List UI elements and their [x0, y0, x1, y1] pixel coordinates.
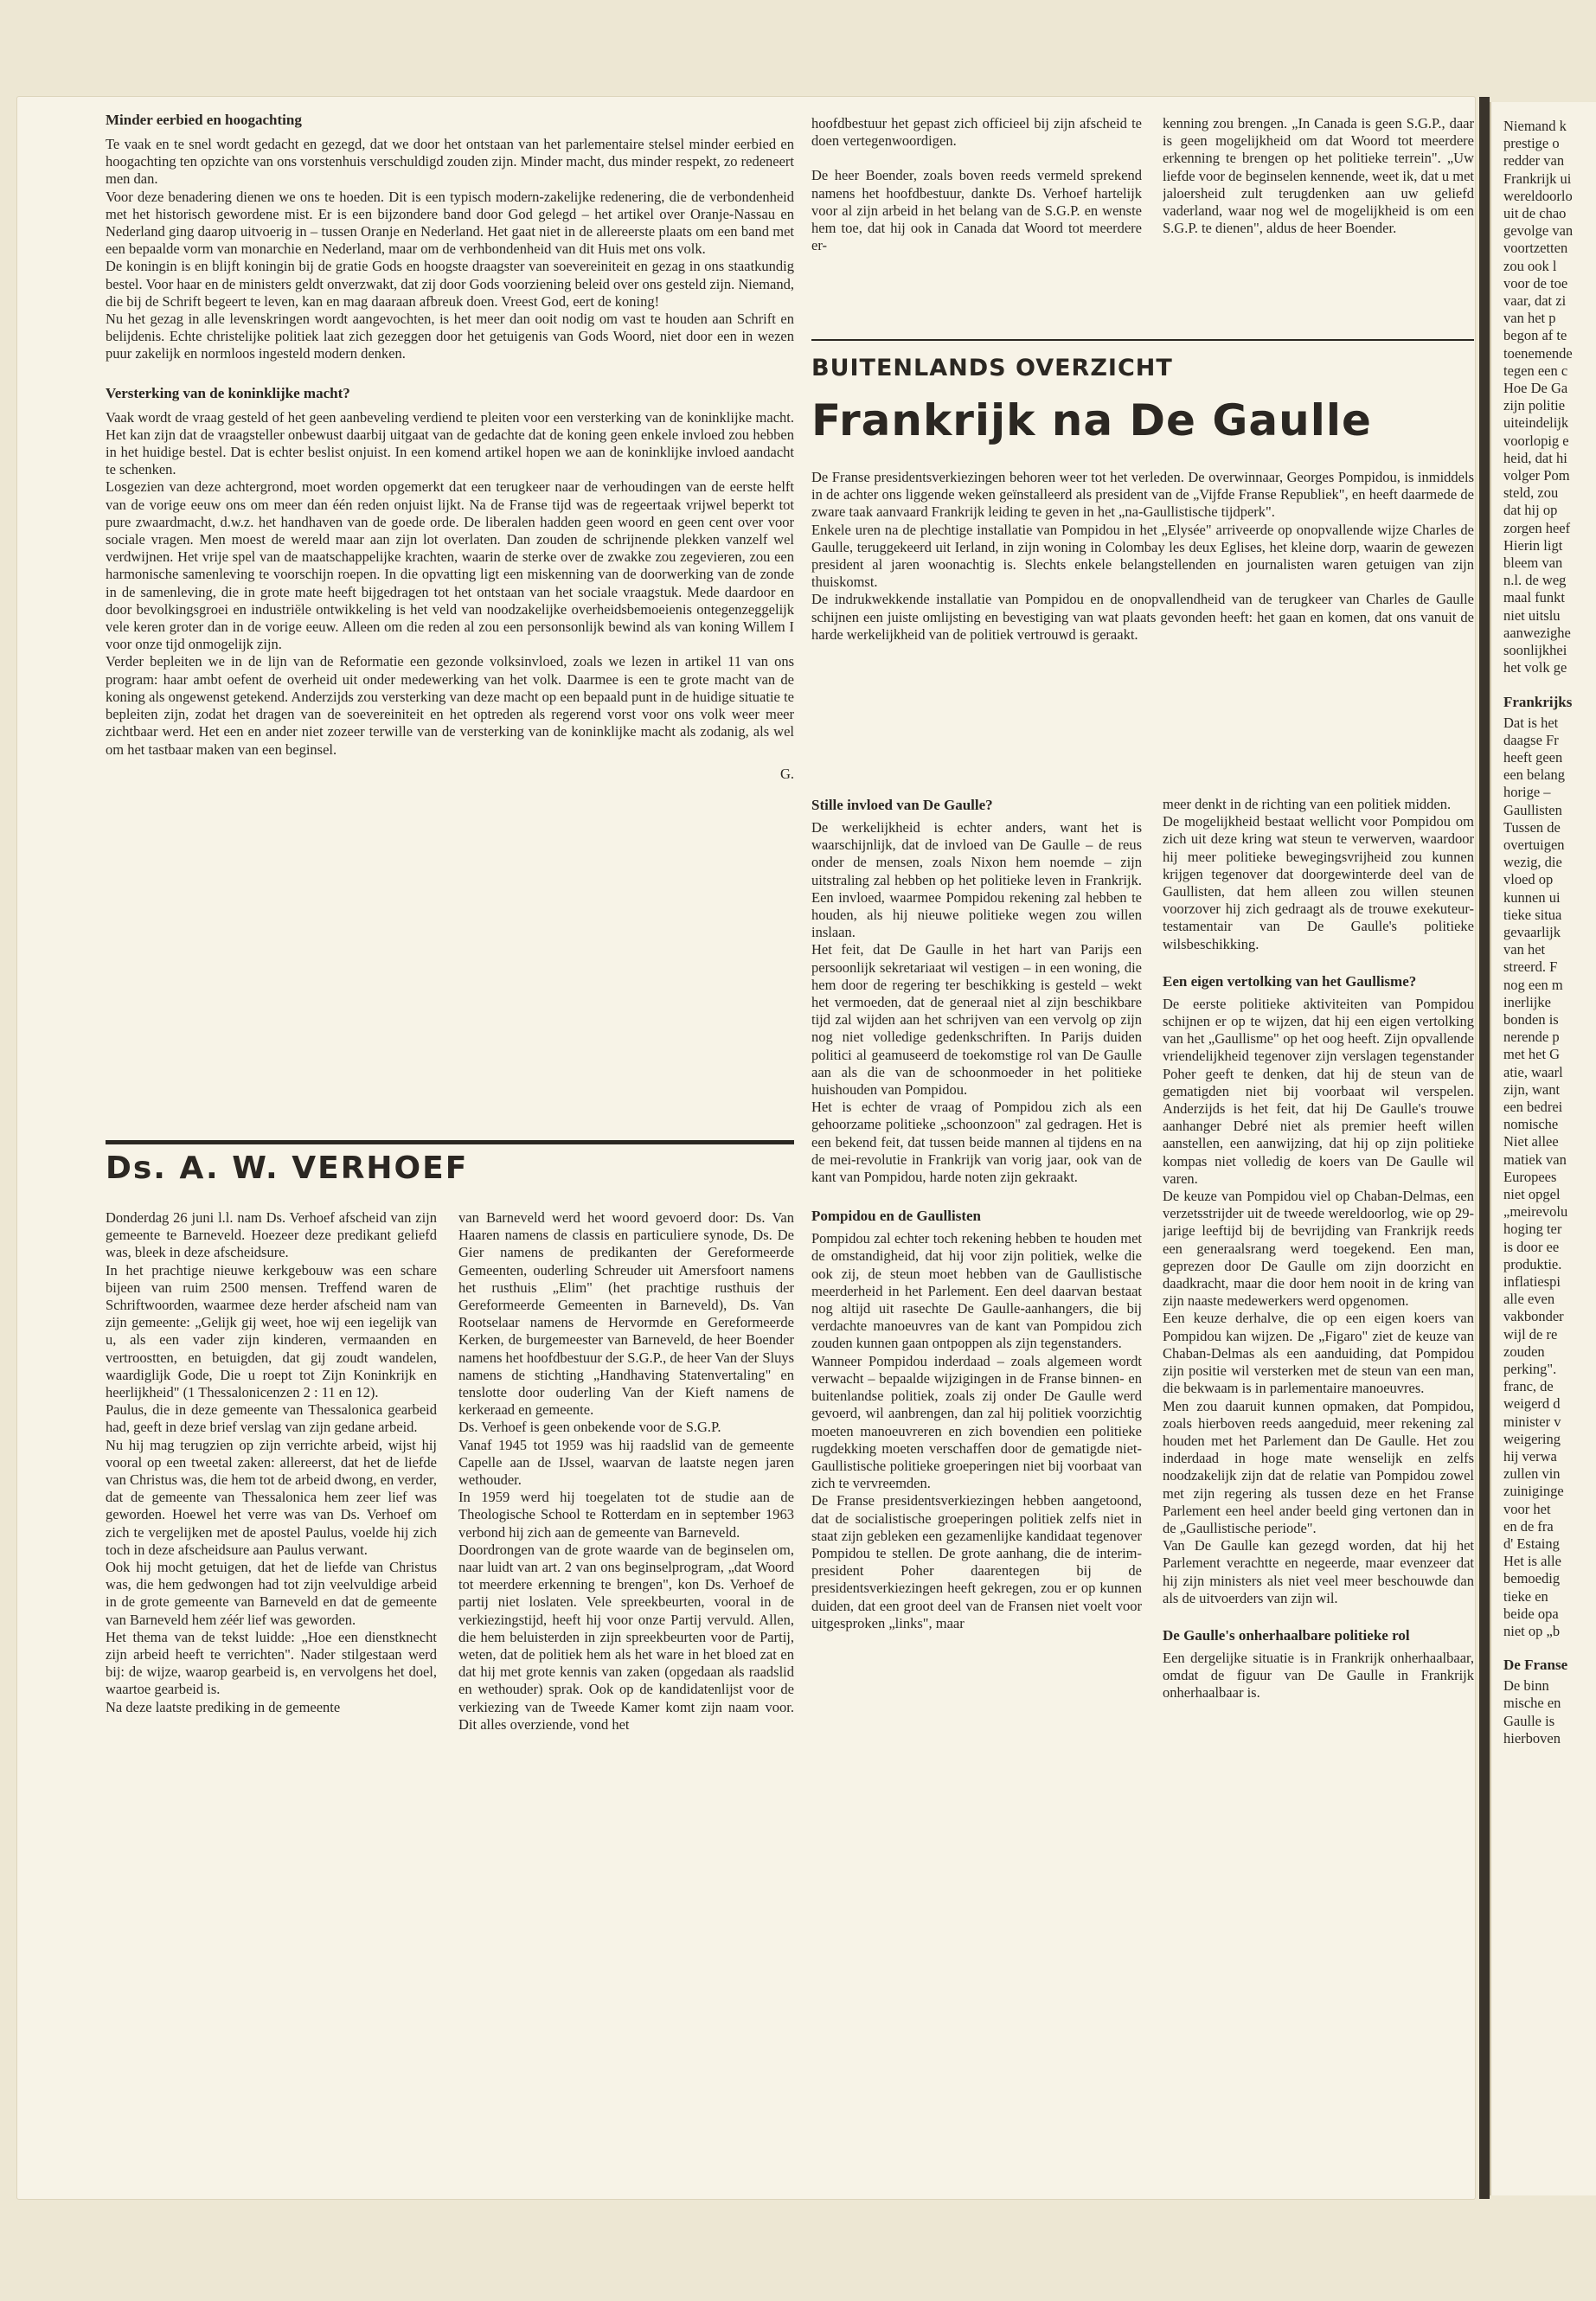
text-line: De binn	[1503, 1677, 1549, 1695]
section-rule	[811, 339, 1474, 341]
text-line: niet op „b	[1503, 1623, 1561, 1640]
paragraph: Ds. Verhoef is geen onbekende voor de S.G.P.	[458, 1419, 721, 1436]
paragraph: Verder bepleiten we in de lijn van de Reformatie een gezonde volksinvloed, zoals we lezen in artikel 11 van ons program: haar ambt oefent de overheid uit onder medewerking van het volk. Daarmee is een te grote macht van de koning als ongewenst getekend. Anderzijds zou versterking van deze macht op een bepaald punt in de huidige situatie te bepleiten zijn, zodat het dragen van de soevereiniteit en het optreden als regerend vorst voor ons volk weer meer zichtbaar werd. Het een en ander niet zozeer terwille van de versterking van de koninklijke macht als zodanig, als wel om het tastbaar maken van een beginsel.	[106, 653, 794, 758]
text-line: Dat is het	[1503, 714, 1559, 731]
text-line: voorlopig e	[1503, 432, 1569, 449]
text-line: heid, dat hi	[1503, 449, 1567, 466]
text-line: zouden	[1503, 1343, 1545, 1360]
text-line: nomische	[1503, 1116, 1559, 1133]
paragraph: Vaak wordt de vraag gesteld of het geen aanbeveling verdiend te pleiten voor een versterking van de koninklijke macht. Het kan zijn dat de vraagsteller onbewust daarbij uitgaat van de gedachte dat de koning geen enkele invloed zou hebben in het huidige bestel. Dat is echter beslist onjuist. In een komend artikel hopen we aan de koninklijke invloed aandacht te schenken.	[106, 408, 794, 478]
text-line: hierboven	[1503, 1729, 1561, 1747]
text-line: uiteindelijk	[1503, 414, 1569, 432]
verhoef-headline: Ds. A. W. VERHOEF	[106, 1150, 469, 1186]
text-line: voor de toe	[1503, 274, 1568, 292]
text-line: begon af te	[1503, 327, 1567, 344]
section-kicker: BUITENLANDS OVERZICHT	[811, 355, 1173, 381]
text-line: streerd. F	[1503, 958, 1558, 976]
text-line: minister v	[1503, 1413, 1561, 1430]
text-line: Hierin ligt	[1503, 536, 1563, 554]
text-line: zullen vin	[1503, 1465, 1561, 1483]
text-line: steld, zou	[1503, 484, 1559, 502]
text-line: bonden is	[1503, 1010, 1559, 1028]
text-line: n.l. de weg	[1503, 572, 1567, 589]
text-line: redder van	[1503, 152, 1565, 170]
paragraph: De koningin is en blijft koningin bij de gratie Gods en hoogste draagster van soevereiniteit en gezag in ons staatkundig bestel. Voor haar en de ministers geldt onverzwakt, dat zij door Gods voorziening beleid over ons gesteld zijn. Niemand, die bij de Schrift begeert te leven, kan en mag daaraan afbreuk doen. Vreest God, eert de koning!	[106, 258, 794, 310]
text-line: met het G	[1503, 1046, 1561, 1063]
paragraph: In het prachtige nieuwe kerkgebouw was een schare bijeen van ruim 2500 mensen. Treffend waren de Schriftwoorden, waarmee deze herder afscheid nam van zijn gemeente: „Gelijk gij weet, hoe wij een iegelijk van u, als een vader zijn kinderen, vermaanden en vertroostten, en betuigden, dat gij zoudt wandelen, waardiglijk Gode, Die u roept tot Zijn Koninkrijk en heerlijkheid" (1 Thessalonicenzen 2 : 11 en 12).	[106, 1261, 437, 1401]
text-line: gevolge van	[1503, 222, 1574, 240]
text-line: soonlijkhei	[1503, 642, 1567, 659]
paragraph: Van De Gaulle kan gezegd worden, dat hij het Parlement verachtte en negeerde, maar evenzeer dat hij zijn ministers als niet veel meer beschouwde dan als de uitvoerders van zijn wil.	[1163, 1537, 1474, 1606]
paragraph: Voor deze benadering dienen we ons te hoeden. Dit is een typisch modern-zakelijke redenering, die de verbondenheid met het historisch gewordene mist. Er is een bijzondere band door God gelegd – het artikel over Oranje-Nassau en Nederland ging daarop uitvoerig in – tussen Oranje en Nederland. Het gaat niet in de allereerste plaats om een band met een bepaalde vorm van monarchie en Nederland, maar om de verhbondenheid van dit Huis met ons volk.	[106, 188, 794, 258]
next-page-fragment	[1490, 102, 1596, 2195]
text-line: vaar, dat zi	[1503, 292, 1567, 310]
paragraph: De Franse presidentsverkiezingen behoren weer tot het verleden. De overwinnaar, Georges Pompidou, is inmiddels in de achter ons liggende weken geïnstalleerd als president van de „Vijfde Franse Republiek", en heeft daarmede de zware taak aanvaard Frankrijk leiding te geven in het „na-Gaullistische tijdperk".	[811, 469, 1474, 521]
paragraph: Na deze laatste prediking in de gemeente	[106, 1698, 341, 1715]
subheading: Een eigen vertolking van het Gaullisme?	[1163, 972, 1417, 990]
text-line: van het p	[1503, 310, 1556, 327]
text-line: prestige o	[1503, 135, 1560, 152]
paragraph: Het feit, dat De Gaulle in het hart van Parijs een persoonlijk sekretariaat wil vestigen – in een woning, die hem door de regering ter beschikking is gesteld – wekt het vermoeden, dat de generaal niet al zijn beschikbare tijd zal wijden aan het schrijven van een vervolg op zijn nog niet volledige gedenkschriften. In Parijs duiden politici al geamuseerd de toekomstige rol van De Gaulle aan als die van de schoonmoeder in het politieke huishouden van Pompidou.	[811, 941, 1142, 1099]
paragraph: Vanaf 1945 tot 1959 was hij raadslid van de gemeente Capelle aan de IJssel, waarvan de laatste negen jaren wethouder.	[458, 1436, 794, 1489]
text-line: volger Pom	[1503, 467, 1570, 484]
article-headline: Frankrijk na De Gaulle	[811, 395, 1372, 445]
text-line: alle even	[1503, 1291, 1555, 1308]
paragraph: Pompidou zal echter toch rekening hebben te houden met de omstandigheid, dat hij voor zijn politiek, welke die ook zij, de steun moet hebben van de Gaullistische meerderheid in het Parlement. Een deel daarvan bestaat nog altijd uit rasechte De Gaulle-aanhangers, die bij verdachte manoeuvres van de kant van Pompidou zich zouden kunnen gaan ontpoppen als zijn tegenstanders.	[811, 1230, 1142, 1352]
text-line: zijn politie	[1503, 397, 1566, 414]
subheading: De Franse	[1503, 1657, 1568, 1674]
text-line: franc, de	[1503, 1378, 1554, 1395]
paragraph: Men zou daaruit kunnen opmaken, dat Pompidou, zoals hierboven reeds aangeduid, meer rekening zal houden met het Parlement dan De Gaulle. Het zou inderdaad in hoge mate wenselijk en zelfs noodzakelijk zijn dat de relatie van Pompidou zowel met zijn regering als tussen deze en het Franse Parlement een heel ander beeld ging vertonen dan in de „Gaullistische periode".	[1163, 1397, 1474, 1536]
text-line: inflatiespi	[1503, 1273, 1561, 1290]
paragraph: De indrukwekkende installatie van Pompidou en de onopvallendheid van de terugkeer van Charles de Gaulle schijnen een juiste omlijsting en bevestiging van wat plaats gevonden heeft: het gaan en komen, dat ons vanuit de harde werkelijkheid van de politiek vertrouwd is geraakt.	[811, 591, 1474, 643]
text-line: hij verwa	[1503, 1448, 1557, 1465]
text-line: tegen een c	[1503, 362, 1568, 379]
paragraph: Te vaak en te snel wordt gedacht en gezegd, dat we door het ontstaan van het parlementaire stelsel minder eerbied en hoogachting ten opzichte van ons vorstenhuis verschuldigd zouden zijn. Minder macht, dus minder respekt, zo redeneert men dan.	[106, 136, 794, 188]
text-line: mische en	[1503, 1695, 1561, 1712]
text-line: vakbonder	[1503, 1308, 1564, 1325]
subheading: Stille invloed van De Gaulle?	[811, 797, 993, 813]
paragraph: hoofdbestuur het gepast zich officieel bij zijn afscheid te doen vertegenwoordigen.	[811, 115, 1142, 150]
paragraph: De eerste politieke aktiviteiten van Pompidou schijnen er op te wijzen, dat hij een eigen vertolking van het „Gaullisme" op het oog heeft. Zijn opvallende vriendelijkheid tegenover zijn verslagen tegenstander Poher geeft te denken, dat hij de steun van de gematigden niet bij voorbaat wil verspelen. Anderzijds is het feit, dat hij De Gaulle's trouwe aanhanger Debré niet als premier heeft willen aanstellen, een aanwijzing, dat hij op zijn politieke kompas niet volledig de koers van De Gaulle wil varen.	[1163, 995, 1474, 1187]
paragraph: De mogelijkheid bestaat wellicht voor Pompidou om zich uit deze kring wat steun te verwerven, waardoor hij meer politieke bewegingsvrijheid zou kunnen krijgen tegenover dat doorgewinterde deel van de Gaullisten, dat hem alleen zou willen steunen voorzover hij zich gedraagt als de trouwe exekuteur-testamentair van De Gaulle's politieke wilsbeschikking.	[1163, 813, 1474, 952]
verhoef-headline-block	[106, 1150, 794, 1202]
text-line: zijn, want	[1503, 1080, 1561, 1098]
text-line: het volk ge	[1503, 659, 1567, 676]
text-line: inerlijke	[1503, 993, 1551, 1010]
paragraph: Nu het gezag in alle levenskringen wordt aangevochten, is het meer dan ooit nodig om vast te houden aan Schrift en belijdenis. Echte christelijke politiek laat zich gezeggen door het getuigenis van Gods Woord, niet door een in wezen puur zakelijk en normloos ingesteld modern denken.	[106, 311, 794, 362]
subheading: Frankrijks	[1503, 693, 1573, 710]
text-line: hoging ter	[1503, 1221, 1562, 1238]
paragraph: Doordrongen van de grote waarde van de beginselen om, naar luidt van art. 2 van ons beginselprogram, „dat Woord tot meerdere erkenning te brengen", kon Ds. Verhoef de partij niet loslaten. Vele spreekbeurten, vooral in de verkiezingstijd, heeft hij voor onze Partij vervuld. Allen, die hem beluisterden in zijn spreekbeurten voor de Partij, weten, dat de politiek hem als het ware in het bloed zat en dat hij met grote kennis van zaken (opgedaan als raadslid en wethouder) sprak. Ook op de kandidatenlijst voor de verkiezing van de Tweede Kamer komt zijn naam voor. Dit alles overziende, vond het	[458, 1541, 794, 1733]
subheading: Minder eerbied en hoogachting	[106, 112, 302, 128]
subheading: De Gaulle's onherhaalbare politieke rol	[1163, 1626, 1410, 1644]
text-line: Gaulle is	[1503, 1712, 1555, 1729]
paragraph: Donderdag 26 juni l.l. nam Ds. Verhoef afscheid van zijn gemeente te Barneveld. Hoezeer deze predikant geliefd was, bleek in deze afscheidsure.	[106, 1209, 437, 1261]
text-line: perking".	[1503, 1361, 1557, 1378]
paragraph: Het is echter de vraag of Pompidou zich als een gehoorzame politieke „schoonzoon" zal gedragen. Het is een bekend feit, dat tussen beide mannen al tijdens en na de mei-revolutie in Frankrijk van vorig jaar, ook van de kant van Pompidou, harde noten zijn gekraakt.	[811, 1099, 1142, 1186]
text-line: en de fra	[1503, 1517, 1554, 1535]
author-signature: G.	[779, 765, 794, 782]
text-line: „meirevolu	[1503, 1203, 1568, 1221]
text-line: Europees	[1503, 1168, 1557, 1185]
text-line: vloed op	[1503, 871, 1554, 888]
text-line: wijl de re	[1503, 1325, 1558, 1343]
text-line: bemoedig	[1503, 1570, 1561, 1587]
text-line: een bedrei	[1503, 1098, 1563, 1115]
text-line: Het is alle	[1503, 1553, 1561, 1570]
text-line: tieke situa	[1503, 906, 1562, 923]
paragraph: Losgezien van deze achtergrond, moet worden opgemerkt dat een terugkeer naar de verhoudingen van de eerste helft van de vorige eeuw ons om meer dan één reden onjuist lijkt. Na de Franse tijd was de regeertaak vrijwel beperkt tot pure zwaardmacht, d.w.z. het handhaven van de goede orde. De liberalen hadden geen woord en geen cent over voor sociale vragen. Men moest de wereld maar aan zijn lot overlaten. Dan zouden de schrijnende plekken vanzelf wel verdwijnen. Het vrije spel van de maatschappelijke krachten, waarin de sterke over de zwakke zou zegevieren, zou een harmonische samenleving te voorschijn roepen. In die opvatting ligt een miskenning van de doorwerking van de zonde in de samenleving, die in grote mate heeft bijgedragen tot het ontstaan van het sociale vraagstuk. Mede daardoor en door bevolkingsgroei en industriële ontwikkeling is het veld van noodzakelijke overheidsbemoeienis ontegenzeggelijk vele keren groter dan in de vorige eeuw. Alleen om die reden al zou een personsonlijk bewind als van koning Willem I voor onze tijd onmogelijk zijn.	[106, 478, 794, 653]
paragraph: In 1959 werd hij toegelaten tot de studie aan de Theologische School te Rotterdam en in september 1963 verbond hij zich aan de gemeente van Barneveld.	[458, 1489, 794, 1541]
text-line: overtuigen	[1503, 836, 1565, 853]
monarchy-article	[106, 111, 794, 1118]
page-gutter	[1479, 97, 1490, 2199]
foreign-header	[811, 355, 1474, 467]
section-rule	[106, 1140, 794, 1144]
text-line: zorgen heef	[1503, 519, 1571, 536]
paragraph: Paulus, die in deze gemeente van Thessalonica gearbeid had, geeft in deze brief verslag van zijn gedane arbeid.	[106, 1401, 437, 1436]
text-line: tieke en	[1503, 1587, 1548, 1605]
text-line: zuiniginge	[1503, 1483, 1564, 1500]
text-line: daagse Fr	[1503, 731, 1559, 748]
verhoef-continuation-a	[811, 115, 1142, 331]
text-line: Niet allee	[1503, 1133, 1559, 1150]
paragraph: Een keuze derhalve, die op een eigen koers van Pompidou kan wijzen. De „Figaro" ziet de keuze van Chaban-Delmas als een aanduiding, dat Pompidou zijn positie wil versterken met de steun van een man, die bekwaam is in parlementaire manoeuvres.	[1163, 1310, 1474, 1397]
paragraph: van Barneveld werd het woord gevoerd door: Ds. Van Haaren namens de classis en particuliere synode, Ds. De Gier namens de predikanten der Gereformeerde Gemeenten, ouderling Schreuder uit Amersfoort namens het rusthuis „Elim" (het prachtige rusthuis der Gereformeerde Gemeenten in Barneveld), Ds. Van Rootselaar namens de Hervormde en Gereformeerde Kerken, de burgemeester van Barneveld, de heer Boender namens het hoofdbestuur der S.G.P., de heer Van der Sluys namens de stichting „Handhaving Statenvertaling" en tenslotte door ouderling Van der Kieft namens de kerkeraad en gemeente.	[458, 1209, 794, 1419]
paragraph: Een dergelijke situatie is in Frankrijk onherhaalbaar, omdat de figuur van De Gaulle in Frankrijk onherhaalbaar is.	[1163, 1649, 1474, 1702]
paragraph: De werkelijkheid is echter anders, want het is waarschijnlijk, dat de invloed van De Gaulle – de reus onder de mensen, zoals Nixon hem noemde – zijn uitstraling zal hebben op het politieke leven in Frankrijk. Een invloed, waarmee Pompidou rekening zal hebben te houden, als hij nieuwe politieke wegen zou willen inslaan.	[811, 819, 1142, 941]
text-line: uit de chao	[1503, 205, 1567, 222]
text-line: maal funkt	[1503, 589, 1566, 606]
text-line: nog een m	[1503, 976, 1563, 993]
text-line: d' Estaing	[1503, 1535, 1560, 1553]
text-line: produktie.	[1503, 1255, 1562, 1272]
paragraph: De keuze van Pompidou viel op Chaban-Delmas, een verzetsstrijder uit de tweede wereldoorlog, wie op 29-jarige leeftijd bij de bevrijding van Frankrijk reeds een generaalsrang werd toegekend. Een man, geprezen door De Gaulle om zijn doorzicht en daadkracht, maar die door hem nooit in de kring van zijn naaste medewerkers werd opgenomen.	[1163, 1188, 1474, 1310]
text-line: wereldoorlo	[1503, 187, 1573, 204]
text-line: van het	[1503, 941, 1546, 958]
text-line: horige –	[1503, 784, 1551, 801]
text-line: niet opgel	[1503, 1185, 1561, 1202]
text-line: Niemand k	[1503, 118, 1567, 134]
text-line: wezig, die	[1503, 854, 1562, 871]
text-line: matiek van	[1503, 1150, 1567, 1168]
paragraph: Het thema van de tekst luidde: „Hoe een dienstknecht zijn arbeid heeft te verrichten". Nader stilgestaan werd bij: de wijze, waarop gearbeid is, en vervolgens het doel, waartoe gearbeid is.	[106, 1628, 437, 1698]
text-line: voor het	[1503, 1500, 1551, 1517]
foreign-column-a	[811, 796, 1142, 2145]
text-line: heeft geen	[1503, 748, 1563, 766]
subheading: Versterking van de koninklijke macht?	[106, 384, 350, 401]
verhoef-continuation-b	[1163, 115, 1474, 331]
paragraph: Nu hij mag terugzien op zijn verrichte arbeid, wijst hij vooral op een tweetal zaken: allereerst, dat het de liefde van Christus was, die hem tot de arbeid dwong, en verder, dat de gemeente van Thessalonica hem zeer lief was geworden. Hoewel het verre was van Ds. Verhoef om zich te vergelijken met de apostel Paulus, voelde hij zich toch in deze afscheidsure aan Paulus verwant.	[106, 1436, 437, 1558]
paragraph: Wanneer Pompidou inderdaad – zoals algemeen wordt verwacht – bepaalde wijzigingen in de Franse binnen- en buitenlandse politiek, zoals zij onder De Gaulle werd gevoerd, wil aanbrengen, dan zal hij politiek voorzichtig moeten manoeuvreren en zich bovendien een politieke rugdekking moeten verschaffen door de gematigde niet-Gaullistische politieke groeperingen niet bij voorbaat van zich te vervreemden.	[811, 1352, 1142, 1492]
subheading: Pompidou en de Gaullisten	[811, 1208, 982, 1225]
text-line: weigerd d	[1503, 1395, 1561, 1413]
paragraph: De heer Boender, zoals boven reeds vermeld sprekend namens het hoofdbestuur, dankte Ds. Verhoef hartelijk voor al zijn arbeid in het belang van de S.G.P. en wenste hem toe, dat hij ook in Canada dat Woord tot meerdere er-	[811, 167, 1142, 254]
text-line: voortzetten	[1503, 240, 1568, 257]
paragraph: Enkele uren na de plechtige installatie van Pompidou in het „Elysée" arriveerde op onopvallende wijze Charles de Gaulle, teruggekeerd uit Ierland, in zijn woning in Colombay les deux Eglises, het kleine dorp, waarin de gewezen president al jaren woonachtig is. Slechts enkele belangstellenden en journalisten waren getuigen van zijn thuiskomst.	[811, 521, 1474, 591]
text-line: Tussen de	[1503, 818, 1561, 836]
text-line: toenemende	[1503, 344, 1573, 362]
text-line: Frankrijk ui	[1503, 170, 1572, 187]
text-line: zou ook l	[1503, 257, 1557, 274]
paragraph: kenning zou brengen. „In Canada is geen S.G.P., daar is geen mogelijkheid om dat Woord tot meerdere erkenning te brengen op het politieke terrein". „Uw liefde voor de beginselen kennende, weet ik, dat u met jaloersheid zult terugdenken aan uw geliefd vaderland, waar nog wel de mogelijkheid is om een S.G.P. te dienen", aldus de heer Boender.	[1163, 115, 1474, 237]
text-line: bleem van	[1503, 554, 1563, 572]
text-line: een belang	[1503, 766, 1566, 784]
text-line: dat hij op	[1503, 502, 1558, 519]
text-line: Gaullisten	[1503, 801, 1562, 818]
text-line: beide opa	[1503, 1605, 1559, 1622]
verhoef-column-b	[458, 1209, 794, 2144]
text-line: is door ee	[1503, 1238, 1560, 1255]
paragraph: De Franse presidentsverkiezingen hebben aangetoond, dat de socialistische groeperingen politiek zelfs niet in staat zijn gebleken een gezamenlijke kandidaat tegenover Pompidou te stellen. De grote aanhang, die de interim-president Poher daarentegen bij de presidentsverkiezingen heeft gekregen, zou er op kunnen duiden, dat een groot deel van de Fransen niet voelt voor uitgesproken „links", maar	[811, 1492, 1142, 1631]
text-line: niet uitslu	[1503, 606, 1561, 624]
text-line: nerende p	[1503, 1029, 1560, 1046]
text-line: atie, waarl	[1503, 1063, 1563, 1080]
paragraph: Ook hij mocht getuigen, dat het de liefde van Christus was, die hem gedwongen had tot zijn veelvuldige arbeid in de grote gemeente van Barneveld en dat de gemeente van Barneveld hem zéér lief was geworden.	[106, 1559, 437, 1628]
text-line: gevaarlijk	[1503, 923, 1561, 940]
verhoef-column-a	[106, 1209, 437, 2144]
text-line: weigering	[1503, 1430, 1561, 1447]
text-line: kunnen ui	[1503, 888, 1561, 906]
paragraph: meer denkt in de richting van een politiek midden.	[1163, 796, 1452, 812]
foreign-column-b	[1163, 796, 1474, 2145]
foreign-intro	[811, 469, 1474, 780]
text-line: aanwezighe	[1503, 624, 1571, 641]
text-line: Hoe De Ga	[1503, 380, 1568, 397]
